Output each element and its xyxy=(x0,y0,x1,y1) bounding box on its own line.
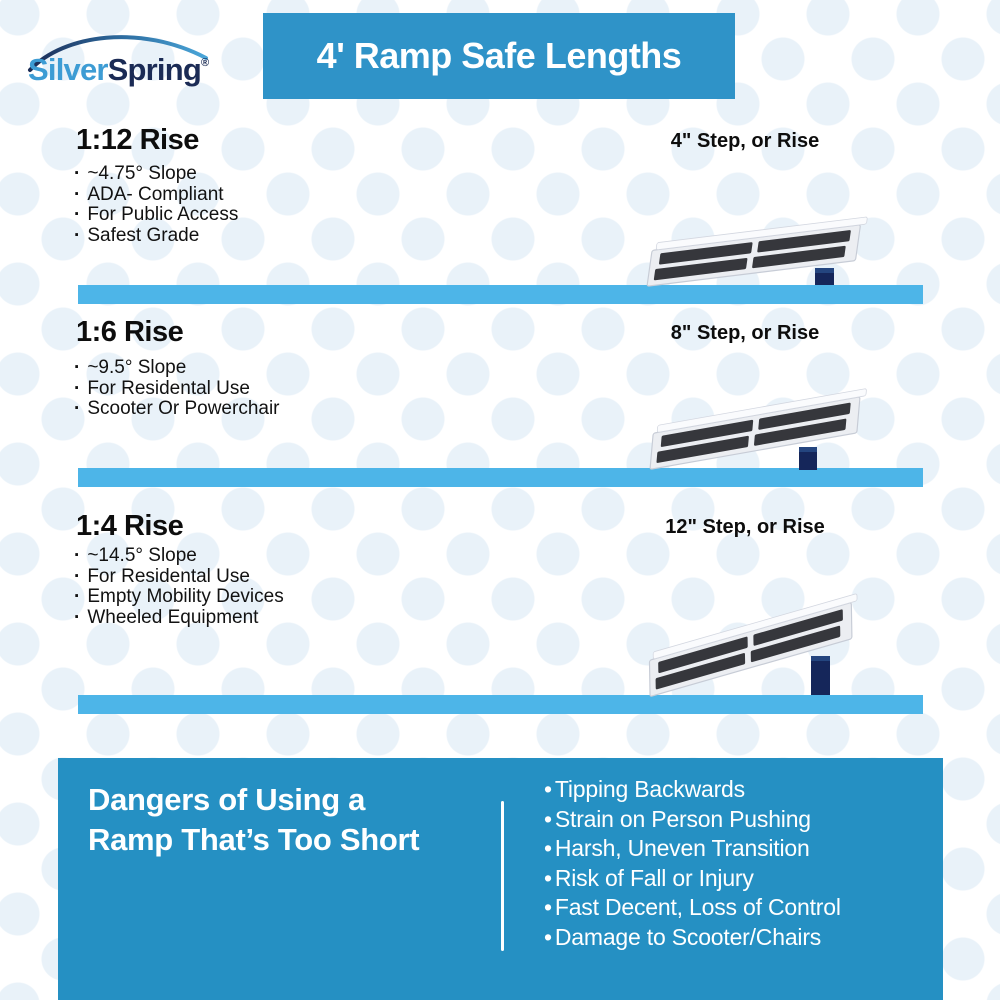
list-item: · For Residental Use xyxy=(74,567,284,588)
list-item: · Wheeled Equipment xyxy=(74,608,284,629)
ramp-1 xyxy=(642,217,873,286)
section-1-bullet-list xyxy=(74,164,238,246)
brand-logo xyxy=(26,26,236,98)
list-item: · ADA- Compliant xyxy=(74,185,238,206)
ground-bar-1 xyxy=(78,285,923,304)
danger-bullet-list xyxy=(544,775,841,952)
section-3-heading: 1:4 Rise xyxy=(76,510,184,542)
page-title-banner xyxy=(263,13,735,99)
danger-title-line-1: Dangers of Using a xyxy=(88,782,366,817)
danger-panel-title xyxy=(88,780,419,860)
step-block-8in xyxy=(799,447,817,470)
section-2-heading: 1:6 Rise xyxy=(76,316,184,348)
page-title: 4' Ramp Safe Lengths xyxy=(316,35,682,76)
list-item: • Risk of Fall or Injury xyxy=(544,864,841,894)
ground-bar-2 xyxy=(78,468,923,487)
list-item: • Tipping Backwards xyxy=(544,775,841,805)
ground-bar-3 xyxy=(78,695,923,714)
brand-silver-text: Silver xyxy=(28,52,108,87)
section-3-bullet-list xyxy=(74,546,284,628)
list-item: • Harsh, Uneven Transition xyxy=(544,834,841,864)
section-3-step-label: 12" Step, or Rise xyxy=(665,516,825,538)
danger-panel xyxy=(58,758,943,1000)
list-item: • Fast Decent, Loss of Control xyxy=(544,893,841,923)
ramp-deck-2 xyxy=(643,389,874,470)
registered-trademark: ® xyxy=(201,57,209,69)
section-2-step-label: 8" Step, or Rise xyxy=(670,322,820,344)
danger-title-line-2: Ramp That’s Too Short xyxy=(88,822,420,857)
ramp-3 xyxy=(639,594,869,697)
brand-spring-text: Spring xyxy=(107,52,202,87)
list-item: · ~4.75° Slope xyxy=(74,164,238,185)
step-block-4in xyxy=(815,268,834,285)
list-item: · ~14.5° Slope xyxy=(74,546,284,567)
list-item: · Empty Mobility Devices xyxy=(74,587,284,608)
list-item: • Strain on Person Pushing xyxy=(544,805,841,835)
step-block-12in xyxy=(811,656,830,695)
section-1-heading: 1:12 Rise xyxy=(76,124,199,156)
list-item: · Scooter Or Powerchair xyxy=(74,399,280,420)
ramp-2 xyxy=(643,389,874,470)
ramp-deck-1 xyxy=(642,217,873,286)
list-item: · ~9.5° Slope xyxy=(74,358,280,379)
vertical-divider xyxy=(501,801,504,951)
list-item: · For Public Access xyxy=(74,205,238,226)
list-item: • Damage to Scooter/Chairs xyxy=(544,923,841,953)
ramp-deck-3 xyxy=(639,594,869,697)
section-2-bullet-list xyxy=(74,358,280,420)
list-item: · For Residental Use xyxy=(74,379,280,400)
brand-wordmark xyxy=(28,52,208,88)
list-item: · Safest Grade xyxy=(74,226,238,247)
section-1-step-label: 4" Step, or Rise xyxy=(670,130,820,152)
